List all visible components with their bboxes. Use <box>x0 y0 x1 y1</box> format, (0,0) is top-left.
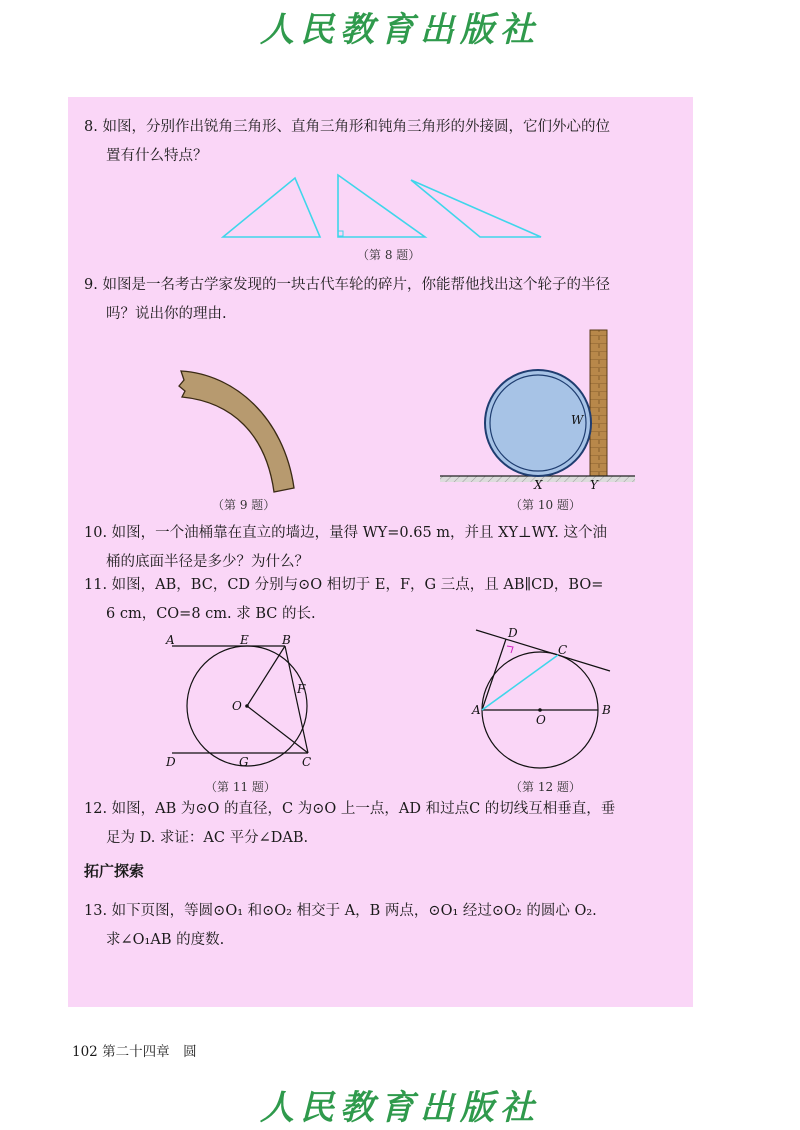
line-BC <box>285 646 308 753</box>
right-triangle <box>338 175 425 237</box>
question-text: 6 cm，CO=8 cm. 求 BC 的长. <box>106 606 316 622</box>
label-E: E <box>240 633 249 647</box>
question-number: 9. <box>84 277 98 293</box>
question-10 <box>84 519 607 577</box>
question-text: 桶的底面半径是多少？为什么？ <box>106 554 309 570</box>
figure-9-wheel-fragment <box>172 362 307 497</box>
label-O: O <box>232 699 242 713</box>
label-C: C <box>302 755 312 769</box>
right-angle-mark <box>507 646 513 653</box>
page-number: 102 <box>72 1044 98 1060</box>
question-text: 如图，分别作出锐角三角形、直角三角形和钝角三角形的外接圆，它们外心的位 <box>102 119 610 135</box>
figure-11-caption: （第 11 题） <box>205 780 276 794</box>
label-B: B <box>602 703 611 717</box>
chapter-title: 第二十四章 圆 <box>102 1044 197 1060</box>
tangent-line-DC <box>476 630 610 671</box>
label-B: B <box>282 633 291 647</box>
question-9 <box>84 271 610 329</box>
question-text: 吗？说出你的理由. <box>106 306 227 322</box>
obtuse-triangle <box>411 180 541 237</box>
label-W: W <box>571 413 584 427</box>
publisher-watermark-bottom: 人民教育出版社 <box>260 1088 540 1128</box>
label-X: X <box>534 478 543 492</box>
question-13 <box>84 897 597 955</box>
wheel-fragment-shape <box>179 371 294 492</box>
label-D: D <box>508 626 518 640</box>
figure-11-tangent-lines <box>160 632 330 772</box>
figure-12-circle-tangent <box>470 625 630 775</box>
question-number: 11. <box>84 577 108 593</box>
acute-triangle <box>223 178 320 237</box>
figure-8-triangles <box>215 170 550 245</box>
question-text: 如图，AB 为⊙O 的直径，C 为⊙O 上一点，AD 和过点C 的切线互相垂直，垂 <box>111 801 616 817</box>
figure-12-caption: （第 12 题） <box>510 780 581 794</box>
question-text: 置有什么特点？ <box>106 148 208 164</box>
publisher-watermark-top: 人民教育出版社 <box>260 10 540 50</box>
page-footer <box>72 1040 197 1060</box>
center-O-point <box>245 704 249 708</box>
figure-10-caption: （第 10 题） <box>510 498 581 512</box>
segment-OB <box>247 646 285 706</box>
question-number: 12. <box>84 801 108 817</box>
center-O-point <box>538 708 542 712</box>
label-C: C <box>558 643 568 657</box>
label-G: G <box>239 755 249 769</box>
segment-AC <box>482 655 558 710</box>
label-Y: Y <box>590 478 598 492</box>
segment-AD <box>482 639 506 710</box>
question-12 <box>84 795 615 853</box>
label-O: O <box>536 713 546 727</box>
question-number: 13. <box>84 903 108 919</box>
question-11 <box>84 571 603 629</box>
question-8 <box>84 113 610 171</box>
figure-8-caption: （第 8 题） <box>357 248 421 262</box>
label-A: A <box>166 633 175 647</box>
question-text: 如图，一个油桶靠在直立的墙边，量得 WY=0.65 m，并且 XY⊥WY. 这个油 <box>111 525 608 541</box>
question-text: 求∠O₁AB 的度数. <box>106 932 225 948</box>
label-D: D <box>166 755 176 769</box>
question-text: 如图是一名考古学家发现的一块古代车轮的碎片，你能帮他找出这个轮子的半径 <box>102 277 610 293</box>
label-A: A <box>472 703 481 717</box>
section-title: 拓广探索 <box>84 862 145 880</box>
wall <box>590 330 607 476</box>
figure-9-caption: （第 9 题） <box>212 498 276 512</box>
question-text: 如下页图，等圆⊙O₁ 和⊙O₂ 相交于 A，B 两点，⊙O₁ 经过⊙O₂ 的圆心 O₂. <box>111 903 597 919</box>
question-text: 如图，AB，BC，CD 分别与⊙O 相切于 E，F，G 三点，且 AB∥CD，BO= <box>111 577 604 593</box>
question-text: 足为 D. 求证：AC 平分∠DAB. <box>106 830 309 846</box>
label-F: F <box>297 682 306 696</box>
figure-10-barrel-wall <box>438 328 638 493</box>
question-number: 8. <box>84 119 98 135</box>
question-number: 10. <box>84 525 108 541</box>
